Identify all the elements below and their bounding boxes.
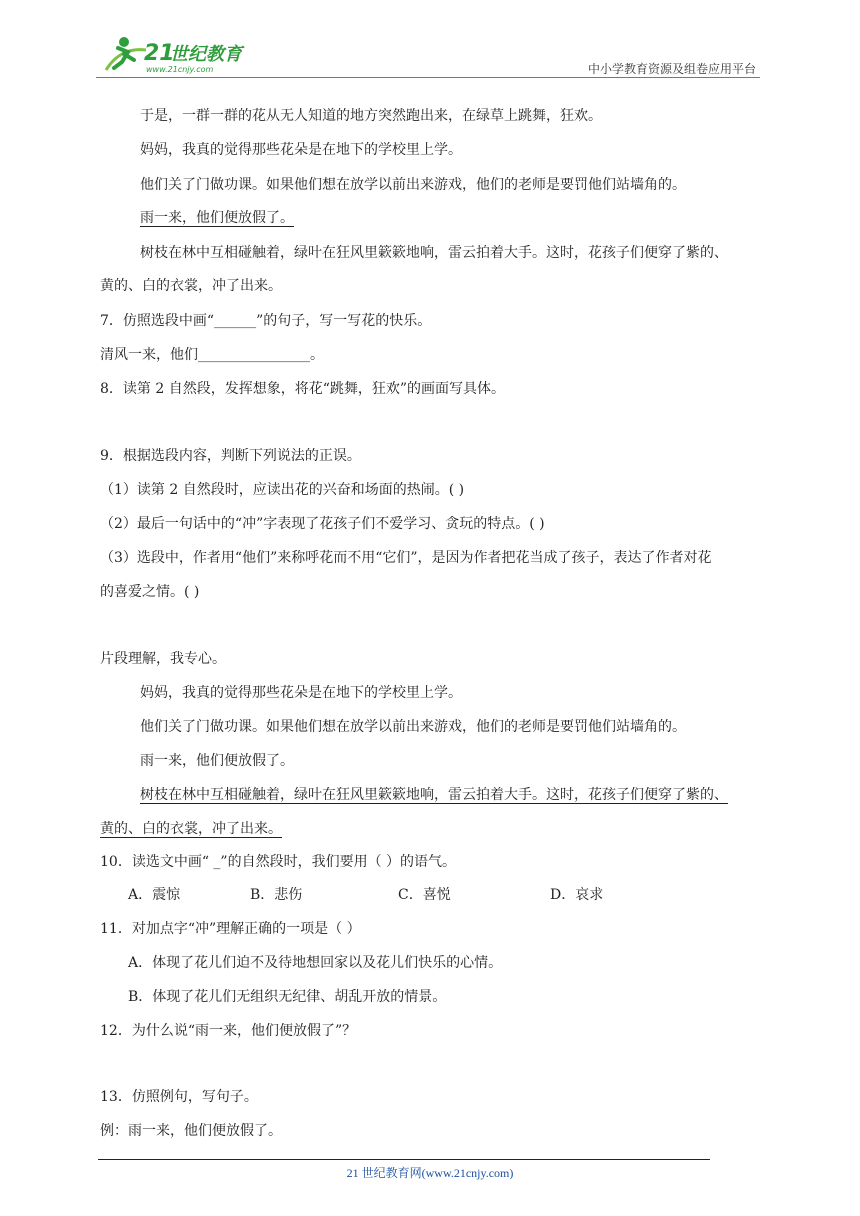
passage-2-line: 雨一来，他们便放假了。 (140, 753, 294, 769)
svg-text:www.21cnjy.com: www.21cnjy.com (146, 65, 214, 74)
question-9-item: （1）读第 2 自然段时，应读出花的兴奋和场面的热闹。( ) (100, 482, 465, 498)
passage-1-underlined-sentence: 雨一来，他们便放假了。 (140, 210, 294, 226)
question-7: 7．仿照选段中画“______”的句子，写一写花的快乐。 (100, 313, 432, 329)
question-10-option-b[interactable]: B．悲伤 (250, 887, 303, 903)
svg-text:世纪教育: 世纪教育 (170, 44, 242, 65)
question-9-item: 的喜爱之情。( ) (100, 584, 200, 600)
question-9: 9．根据选段内容，判断下列说法的正误。 (100, 448, 361, 464)
footer-divider (98, 1159, 710, 1160)
passage-1-line: 黄的、白的衣裳，冲了出来。 (100, 278, 282, 294)
passage-2-line: 他们关了门做功课。如果他们想在放学以前出来游戏，他们的老师是要罚他们站墙角的。 (140, 719, 686, 735)
question-12: 12．为什么说“雨一来，他们便放假了”？ (100, 1023, 357, 1039)
question-10-option-a[interactable]: A．震惊 (128, 887, 181, 903)
footer-link[interactable]: 21 世纪教育网(www.21cnjy.com) (346, 1166, 514, 1180)
question-10-option-c[interactable]: C．喜悦 (398, 887, 451, 903)
page-header (96, 30, 760, 78)
passage-1-line: 妈妈，我真的觉得那些花朵是在地下的学校里上学。 (140, 142, 462, 158)
question-13: 13．仿照例句，写句子。 (100, 1089, 258, 1105)
passage-1-line: 他们关了门做功课。如果他们想在放学以前出来游戏，他们的老师是要罚他们站墙角的。 (140, 177, 686, 193)
question-9-item: （2）最后一句话中的“冲”字表现了花孩子们不爱学习、贪玩的特点。( ) (100, 516, 545, 532)
question-13-example: 例：雨一来，他们便放假了。 (100, 1123, 282, 1139)
question-10-option-d[interactable]: D．哀求 (550, 887, 604, 903)
svg-text:21: 21 (144, 41, 175, 66)
section-2-title: 片段理解，我专心。 (100, 651, 226, 667)
passage-1-line: 树枝在林中互相碰触着，绿叶在狂风里簌簌地响，雷云拍着大手。这时，花孩子们便穿了紫的、 (140, 245, 728, 261)
question-11-option-b[interactable]: B．体现了花儿们无组织无纪律、胡乱开放的情景。 (128, 989, 447, 1005)
brand-logo (96, 34, 256, 76)
passage-2-underlined-line: 树枝在林中互相碰触着，绿叶在狂风里簌簌地响，雷云拍着大手。这时，花孩子们便穿了紫的、 (140, 787, 728, 803)
question-8: 8．读第 2 自然段，发挥想象，将花“跳舞，狂欢”的画面写具体。 (100, 381, 506, 397)
question-9-item: （3）选段中，作者用“他们”来称呼花而不用“它们”，是因为作者把花当成了孩子，表达了作者对花 (100, 550, 712, 566)
question-7-answer-line: 清风一来，他们________________。 (100, 347, 324, 363)
header-divider (96, 77, 760, 78)
passage-2-underlined-line: 黄的、白的衣裳，冲了出来。 (100, 821, 282, 837)
passage-2-line: 妈妈，我真的觉得那些花朵是在地下的学校里上学。 (140, 685, 462, 701)
question-11: 11．对加点字“冲”理解正确的一项是（ ） (100, 921, 361, 937)
passage-1-line: 于是，一群一群的花从无人知道的地方突然跑出来，在绿草上跳舞，狂欢。 (140, 108, 602, 124)
question-10: 10．读选文中画“ _”的自然段时，我们要用（ ）的语气。 (100, 854, 457, 870)
platform-name: 中小学教育资源及组卷应用平台 (587, 62, 756, 76)
question-11-option-a[interactable]: A．体现了花儿们迫不及待地想回家以及花儿们快乐的心情。 (128, 955, 503, 971)
